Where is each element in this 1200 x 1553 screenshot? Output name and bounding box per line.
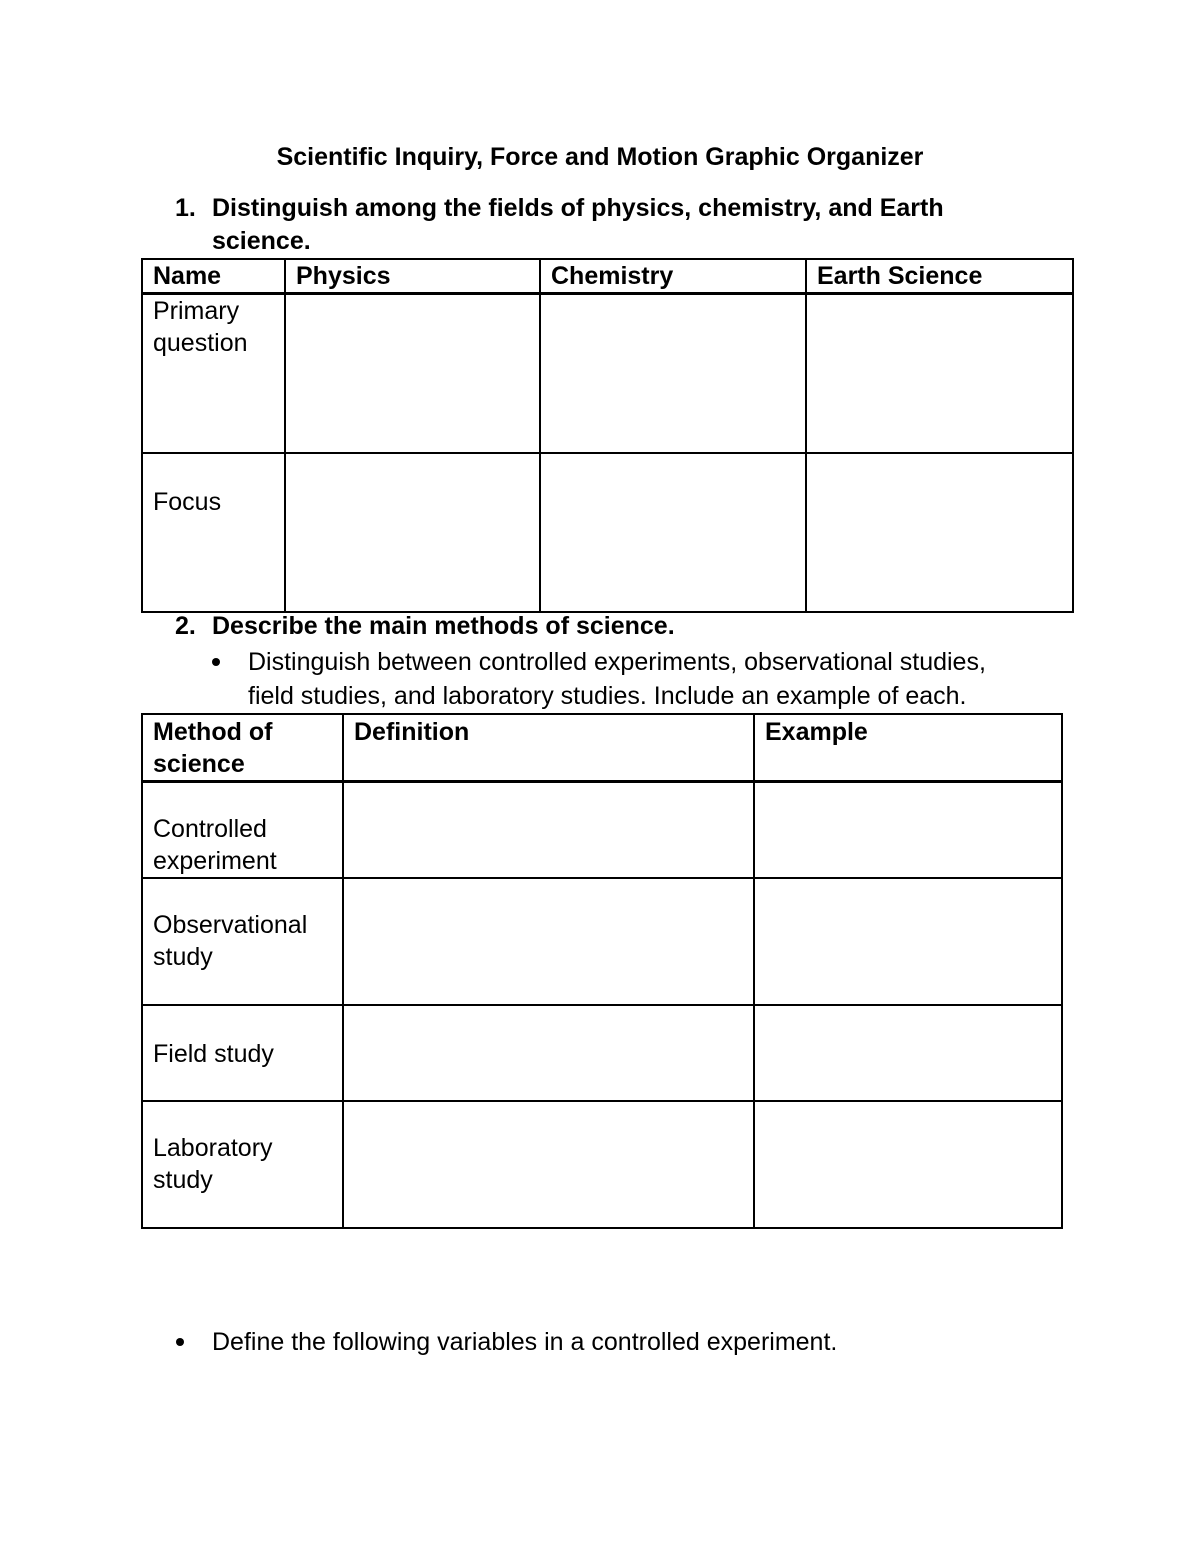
table-row (142, 782, 1062, 879)
row-label-line2: study (153, 1166, 213, 1194)
question-1-text-line2: science. (212, 227, 311, 255)
header-line1: Method of (153, 718, 273, 746)
observational-study-definition-cell[interactable] (343, 878, 754, 1005)
row-label-line1: Field study (153, 1040, 274, 1068)
row-label-line2: question (153, 329, 248, 357)
earth-science-focus-cell[interactable] (806, 453, 1073, 612)
row-label-primary-question (142, 294, 285, 453)
field-study-example-cell[interactable] (754, 1005, 1062, 1101)
table-row (142, 453, 1073, 612)
page-title: Scientific Inquiry, Force and Motion Graphic Organizer (276, 143, 924, 171)
controlled-experiment-example-cell[interactable] (754, 782, 1062, 879)
observational-study-example-cell[interactable] (754, 878, 1062, 1005)
row-label-line1: Primary (153, 297, 240, 325)
physics-primary-question-cell[interactable] (285, 294, 540, 453)
question-2-number: 2. (175, 612, 196, 640)
fields-of-science-table (141, 258, 1074, 613)
table-row (142, 294, 1073, 453)
table-row (142, 1101, 1062, 1228)
header-name: Name (142, 259, 285, 294)
field-study-definition-cell[interactable] (343, 1005, 754, 1101)
physics-focus-cell[interactable] (285, 453, 540, 612)
row-label-focus (142, 453, 285, 612)
row-label-field-study (142, 1005, 343, 1101)
question-2 (175, 610, 1075, 643)
row-label-line2: experiment (153, 847, 277, 875)
row-label-line1: Laboratory (153, 1134, 273, 1162)
variables-bullet (176, 1325, 1076, 1359)
chemistry-focus-cell[interactable] (540, 453, 806, 612)
table-header-row (142, 259, 1073, 294)
row-label-line2: study (153, 943, 213, 971)
laboratory-study-definition-cell[interactable] (343, 1101, 754, 1228)
earth-science-primary-question-cell[interactable] (806, 294, 1073, 453)
methods-of-science-table (141, 713, 1063, 1229)
header-line2: science (153, 750, 245, 778)
header-chemistry: Chemistry (540, 259, 806, 294)
row-label-line1: Observational (153, 911, 308, 939)
row-label-observational-study (142, 878, 343, 1005)
question-1-text-line1: Distinguish among the fields of physics, chemistry, and Earth (212, 194, 944, 222)
header-method-of-science (142, 714, 343, 782)
row-label-line1: Focus (153, 487, 222, 516)
bullet-text: Define the following variables in a controlled experiment. (212, 1328, 838, 1356)
header-definition: Definition (343, 714, 754, 782)
question-2-bullet (212, 645, 1082, 713)
chemistry-primary-question-cell[interactable] (540, 294, 806, 453)
bullet-icon (176, 1338, 184, 1346)
question-2-text: Describe the main methods of science. (212, 612, 675, 640)
question-1 (175, 192, 1075, 258)
question-1-number: 1. (175, 194, 196, 222)
bullet-text-line2: field studies, and laboratory studies. Include an example of each. (248, 682, 967, 710)
bullet-text-line1: Distinguish between controlled experiments, observational studies, (248, 648, 986, 676)
header-example: Example (754, 714, 1062, 782)
row-label-controlled-experiment (142, 782, 343, 879)
table-header-row (142, 714, 1062, 782)
header-physics: Physics (285, 259, 540, 294)
row-label-line1: Controlled (153, 815, 267, 843)
table-row (142, 1005, 1062, 1101)
row-label-laboratory-study (142, 1101, 343, 1228)
header-earth-science: Earth Science (806, 259, 1073, 294)
laboratory-study-example-cell[interactable] (754, 1101, 1062, 1228)
bullet-icon (212, 658, 220, 666)
table-row (142, 878, 1062, 1005)
controlled-experiment-definition-cell[interactable] (343, 782, 754, 879)
